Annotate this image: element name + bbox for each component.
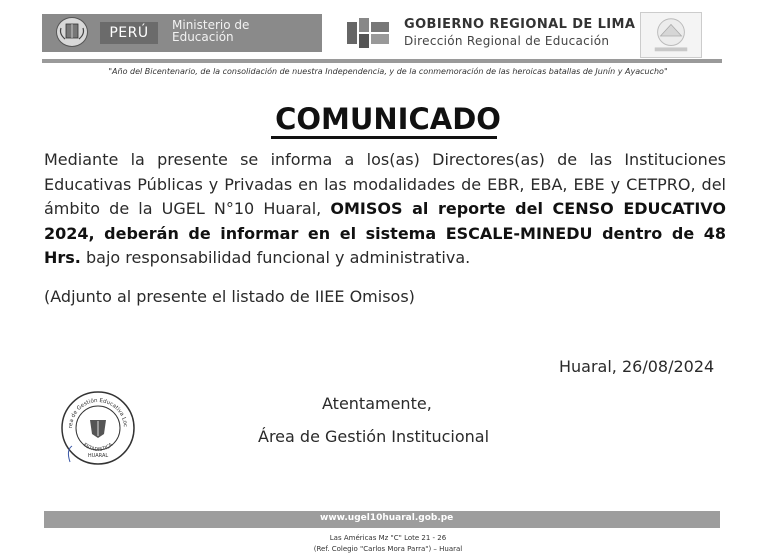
body-intro: Mediante la presente se informa a los(as) Directores(as) de las Instituciones Educativas Públicas y Privadas en las modalidades de EBR, EBA, EBE y CETPRO, del ámbito de la UGEL N°10 Huaral, bbox=[44, 150, 726, 218]
footer-address-line1: Las Américas Mz "C" Lote 21 - 26 bbox=[329, 534, 447, 542]
regional-government-logo-icon bbox=[347, 18, 391, 48]
stamp-city: HUARAL bbox=[87, 453, 109, 459]
footer-address-line2: (Ref. Colegio "Carlos Mora Parra") – Huaral bbox=[313, 545, 463, 553]
body-emphasis: OMISOS al reporte del CENSO EDUCATIVO 2024, deberán de informar en el sistema ESCALE-MINEDU dentro de 48 Hrs. bbox=[44, 199, 727, 267]
stamp-bottom-text: ESTADISTICA bbox=[81, 441, 115, 453]
regional-government-title: GOBIERNO REGIONAL DE LIMA bbox=[404, 17, 636, 32]
header-divider bbox=[42, 59, 722, 63]
country-label: PERÚ bbox=[100, 22, 158, 44]
body-end: bajo responsabilidad funcional y administrativa. bbox=[80, 248, 471, 267]
document-date: Huaral, 26/08/2024 bbox=[559, 357, 715, 376]
ugel-logo-icon bbox=[640, 12, 702, 58]
stamp-emblem-icon bbox=[90, 420, 106, 438]
attachment-note: (Adjunto al presente el listado de IIEE Omisos) bbox=[44, 287, 415, 306]
official-stamp bbox=[58, 388, 138, 468]
closing-salutation: Atentamente, bbox=[322, 394, 432, 413]
national-seal-icon bbox=[56, 17, 88, 47]
ministry-label: Ministerio de Educación bbox=[172, 18, 250, 44]
year-slogan: "Año del Bicentenario, de la consolidación de nuestra Independencia, y de la conmemoración de las heroicas batallas de Junín y Ayacucho" bbox=[108, 67, 668, 76]
regional-education-subtitle: Dirección Regional de Educación bbox=[404, 34, 610, 48]
stamp-top-text: rea de Gestión Educativa Loc bbox=[67, 397, 129, 429]
communique-body bbox=[44, 148, 726, 271]
footer-website-link[interactable]: www.ugel10huaral.gob.pe bbox=[320, 513, 454, 523]
document-title: COMUNICADO bbox=[275, 102, 501, 136]
signing-area: Área de Gestión Institucional bbox=[258, 427, 490, 446]
title-underline bbox=[271, 136, 497, 139]
